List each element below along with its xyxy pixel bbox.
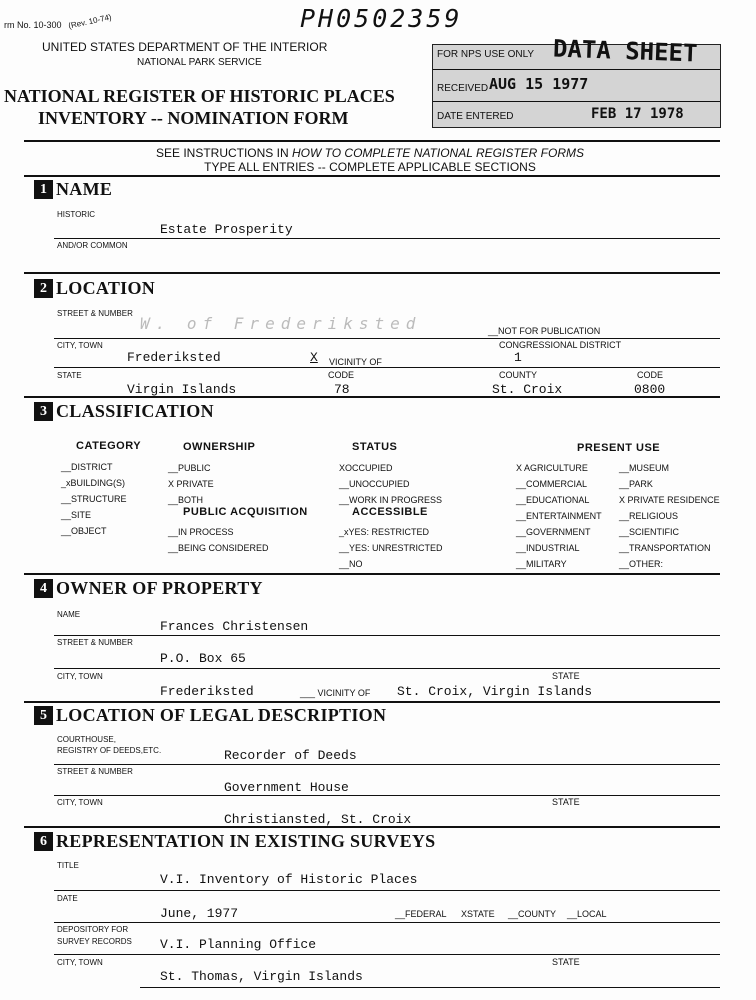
date-entered-label: DATE ENTERED [437, 111, 514, 122]
survey-city-label: CITY, TOWN [57, 958, 103, 967]
section-title: LOCATION [56, 278, 156, 298]
instructions-prefix: SEE INSTRUCTIONS IN [155, 146, 292, 160]
section-number: 5 [34, 706, 53, 725]
vicinity-mark: X [310, 350, 318, 365]
present-use-option: __PARK [619, 479, 653, 489]
common-name-label: AND/OR COMMON [57, 241, 128, 250]
county-code-value: 0800 [634, 382, 666, 397]
instructions-line2: TYPE ALL ENTRIES -- COMPLETE APPLICABLE SECTIONS [204, 160, 536, 174]
present-use-option: __EDUCATIONAL [516, 495, 590, 505]
city-value: Frederiksted [127, 350, 221, 365]
present-use-option: __GOVERNMENT [516, 527, 591, 537]
category-heading: CATEGORY [76, 440, 142, 452]
present-use-option: __TRANSPORTATION [619, 543, 711, 553]
status-option: XOCCUPIED [339, 463, 393, 473]
instructions-italic: HOW TO COMPLETE NATIONAL REGISTER FORMS [291, 146, 585, 160]
accessible-option: __NO [339, 559, 363, 569]
section-name-header [34, 179, 112, 200]
state-code-value: 78 [334, 382, 350, 397]
category-options [61, 459, 127, 539]
survey-state-label: STATE [552, 957, 580, 967]
status-option: __UNOCCUPIED [339, 479, 410, 489]
survey-state: XSTATE [461, 909, 495, 919]
survey-date-value: June, 1977 [160, 906, 239, 921]
public-acquisition-options [168, 524, 269, 556]
received-date-stamp: AUG 15 1977 [489, 75, 589, 93]
status-heading: STATUS [352, 441, 398, 453]
accessible-option: __YES: UNRESTRICTED [339, 543, 443, 553]
present-use-heading: PRESENT USE [577, 442, 661, 454]
section-number: 3 [34, 402, 53, 421]
state-code-label: CODE [328, 370, 355, 380]
legal-street-value: Government House [224, 780, 349, 795]
section-number: 4 [34, 579, 53, 598]
status-options [339, 460, 442, 508]
category-option: __STRUCTURE [61, 494, 127, 504]
section-surveys-header [34, 831, 436, 852]
received-label: RECEIVED [437, 83, 489, 94]
section-title: CLASSIFICATION [56, 401, 214, 421]
category-option: _xBUILDING(S) [61, 478, 126, 488]
accessible-options [339, 524, 443, 572]
section-number: 1 [34, 180, 53, 199]
courthouse-label-line2: REGISTRY OF DEEDS,ETC. [57, 746, 162, 755]
section-number: 2 [34, 279, 53, 298]
ownership-heading: OWNERSHIP [183, 441, 256, 453]
owner-state-value: St. Croix, Virgin Islands [397, 684, 593, 699]
form-number-text: rm No. 10-300 [4, 20, 62, 30]
courthouse-label-line1: COURTHOUSE, [57, 735, 116, 744]
present-use-option: __COMMERCIAL [516, 479, 588, 489]
street-value-faint: W. of Frederiksted [140, 314, 422, 333]
not-for-publication: __NOT FOR PUBLICATION [488, 326, 601, 336]
present-use-option: __OTHER: [619, 559, 664, 569]
survey-federal: __FEDERAL [395, 909, 447, 919]
section-title: NAME [56, 179, 113, 199]
depository-label-line1: DEPOSITORY FOR [57, 925, 129, 934]
owner-city-label: CITY, TOWN [57, 672, 103, 681]
department-name: UNITED STATES DEPARTMENT OF THE INTERIOR [42, 40, 328, 54]
handwritten-reference-number: PH0502359 [300, 4, 463, 33]
header-divider [24, 140, 720, 142]
owner-name-value: Frances Christensen [160, 619, 309, 634]
survey-date-label: DATE [57, 894, 78, 903]
ownership-option: __PUBLIC [168, 463, 211, 473]
owner-vicinity-label: ___ VICINITY OF [300, 688, 371, 698]
owner-name-label: NAME [57, 610, 81, 619]
public-acquisition-option: __IN PROCESS [168, 527, 234, 537]
legal-city-value: Christiansted, St. Croix [224, 812, 412, 827]
county-value: St. Croix [492, 382, 563, 397]
instructions-line1 [0, 146, 740, 160]
public-acquisition-option: __BEING CONSIDERED [168, 543, 269, 553]
city-label: CITY, TOWN [57, 341, 103, 350]
courthouse-value: Recorder of Deeds [224, 748, 357, 763]
present-use-option: __MUSEUM [619, 463, 670, 473]
date-entered-stamp: FEB 17 1978 [591, 106, 684, 122]
section-legal-header [34, 705, 386, 726]
owner-state-label: STATE [552, 671, 580, 681]
street-label: STREET & NUMBER [57, 309, 133, 318]
section-number: 6 [34, 832, 53, 851]
ownership-option: X PRIVATE [168, 479, 214, 489]
depository-value: V.I. Planning Office [160, 937, 317, 952]
section-title: LOCATION OF LEGAL DESCRIPTION [56, 705, 387, 725]
ownership-options [168, 460, 214, 508]
nps-use-box [432, 34, 721, 128]
owner-city-value: Frederiksted [160, 684, 254, 699]
congressional-district-label: CONGRESSIONAL DISTRICT [499, 340, 622, 350]
county-label: COUNTY [499, 370, 537, 380]
category-option: __OBJECT [61, 526, 107, 536]
status-option: __WORK IN PROGRESS [339, 495, 443, 505]
legal-state-label: STATE [552, 797, 580, 807]
service-name: NATIONAL PARK SERVICE [137, 57, 262, 68]
historic-label: HISTORIC [57, 210, 96, 219]
form-revision: (Rev. 10-74) [67, 12, 113, 31]
nps-use-label: FOR NPS USE ONLY [437, 49, 535, 60]
present-use-option: X AGRICULTURE [516, 463, 588, 473]
category-option: __DISTRICT [61, 462, 113, 472]
owner-street-label: STREET & NUMBER [57, 638, 133, 647]
form-title-line1: NATIONAL REGISTER OF HISTORIC PLACES [4, 86, 395, 106]
historic-name-value: Estate Prosperity [160, 222, 293, 237]
form-number [4, 12, 113, 31]
accessible-option: _xYES: RESTRICTED [339, 527, 430, 537]
survey-county: __COUNTY [508, 909, 557, 919]
present-use-option: X PRIVATE RESIDENCE [619, 495, 720, 505]
present-use-option: __ENTERTAINMENT [516, 511, 602, 521]
owner-street-value: P.O. Box 65 [160, 651, 246, 666]
survey-title-value: V.I. Inventory of Historic Places [160, 872, 418, 887]
state-value: Virgin Islands [127, 382, 237, 397]
category-option: __SITE [61, 510, 92, 520]
section-classification-header [34, 401, 214, 422]
form-title-line2: INVENTORY -- NOMINATION FORM [38, 108, 349, 128]
present-use-option: __MILITARY [516, 559, 567, 569]
present-use-options-left [516, 460, 602, 572]
data-sheet-stamp: DATA SHEET [552, 34, 698, 68]
accessible-heading: ACCESSIBLE [352, 506, 428, 518]
state-label: STATE [57, 371, 82, 380]
legal-city-label: CITY, TOWN [57, 798, 103, 807]
section-title: OWNER OF PROPERTY [56, 578, 263, 598]
congressional-district-value: 1 [514, 350, 522, 365]
present-use-options-right [619, 460, 720, 572]
survey-title-label: TITLE [57, 861, 79, 870]
vicinity-label: VICINITY OF [329, 357, 382, 367]
present-use-option: __SCIENTIFIC [619, 527, 680, 537]
county-code-label: CODE [637, 370, 664, 380]
section-location-header [34, 278, 155, 299]
present-use-option: __INDUSTRIAL [516, 543, 580, 553]
ownership-option: __BOTH [168, 495, 204, 505]
present-use-option: __RELIGIOUS [619, 511, 679, 521]
depository-label-line2: SURVEY RECORDS [57, 937, 132, 946]
survey-local: __LOCAL [567, 909, 607, 919]
section-title: REPRESENTATION IN EXISTING SURVEYS [56, 831, 436, 851]
section-owner-header [34, 578, 263, 599]
legal-street-label: STREET & NUMBER [57, 767, 133, 776]
public-acquisition-heading: PUBLIC ACQUISITION [183, 506, 308, 518]
survey-city-value: St. Thomas, Virgin Islands [160, 969, 363, 984]
